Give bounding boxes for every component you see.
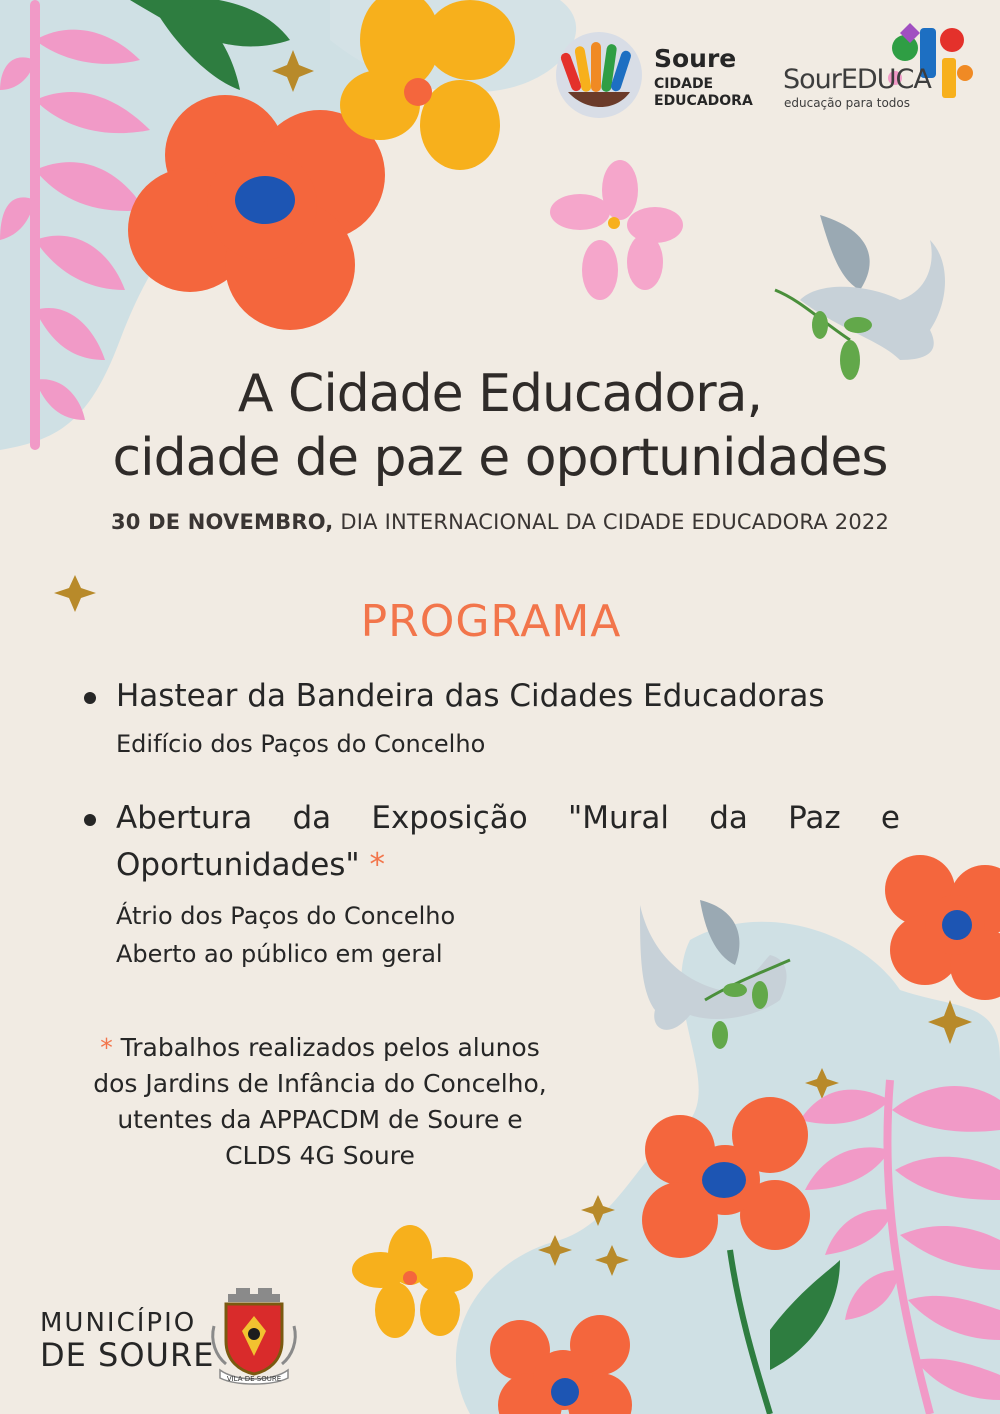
soureduca-logo-tagline: educação para todos xyxy=(784,96,910,110)
date-bold: 30 DE NOVEMBRO, xyxy=(110,510,334,534)
soureduca-logo-name: SourEDUCA xyxy=(783,64,931,95)
soure-logo-subtitle-2: EDUCADORA xyxy=(654,93,753,109)
orange-flower-right xyxy=(885,855,1000,1000)
municipality-line-1: MUNICÍPIO xyxy=(40,1308,197,1338)
footnote-text-1: Trabalhos realizados pelos alunos xyxy=(120,1033,540,1062)
item1-location: Edifício dos Paços do Concelho xyxy=(116,730,486,758)
item2-title-line-1 xyxy=(116,800,900,836)
pink-flower xyxy=(550,160,683,300)
crest-label: VILA DE SOURE xyxy=(226,1375,282,1383)
footnote xyxy=(40,1030,600,1174)
item2-word: Paz xyxy=(788,800,841,836)
yellow-flower-bottom xyxy=(352,1225,473,1338)
item2-word: Abertura xyxy=(116,800,253,836)
item2-word: da xyxy=(709,800,748,836)
soure-logo-emblem xyxy=(556,32,642,118)
item1-title: Hastear da Bandeira das Cidades Educadoras xyxy=(116,678,825,714)
item2-title-line-2 xyxy=(116,847,385,883)
item2-word: "Mural xyxy=(567,800,669,836)
bullet-icon xyxy=(84,692,96,704)
item2-location: Átrio dos Paços do Concelho xyxy=(116,902,456,930)
footnote-line-1 xyxy=(40,1030,600,1066)
municipality-line-2: DE SOURE xyxy=(40,1336,215,1374)
soure-logo-title: Soure xyxy=(654,44,737,73)
bullet-icon xyxy=(84,814,96,826)
item2-title-end: Oportunidades" xyxy=(116,847,360,883)
title-line-1: A Cidade Educadora, xyxy=(237,364,763,424)
date-rest: DIA INTERNACIONAL DA CIDADE EDUCADORA 2022 xyxy=(340,510,890,534)
item2-note: Aberto ao público em geral xyxy=(116,940,443,968)
item2-word: Exposição xyxy=(371,800,528,836)
footnote-line-4: CLDS 4G Soure xyxy=(225,1141,415,1170)
footnote-line-2: dos Jardins de Infância do Concelho, xyxy=(93,1069,547,1098)
item2-word: e xyxy=(880,800,900,836)
footnote-star: * xyxy=(100,1033,113,1062)
footnote-line-3: utentes da APPACDM de Soure e xyxy=(117,1105,523,1134)
municipality-crest-icon xyxy=(206,1286,302,1386)
date-line xyxy=(0,510,1000,534)
soure-logo-subtitle-1: CIDADE xyxy=(654,76,714,92)
title-line-2: cidade de paz e oportunidades xyxy=(112,428,888,488)
hands-icon xyxy=(556,32,642,118)
item2-word: da xyxy=(292,800,332,836)
asterisk-mark: * xyxy=(369,847,386,883)
program-heading: PROGRAMA xyxy=(360,596,622,647)
dove-top xyxy=(775,215,945,380)
